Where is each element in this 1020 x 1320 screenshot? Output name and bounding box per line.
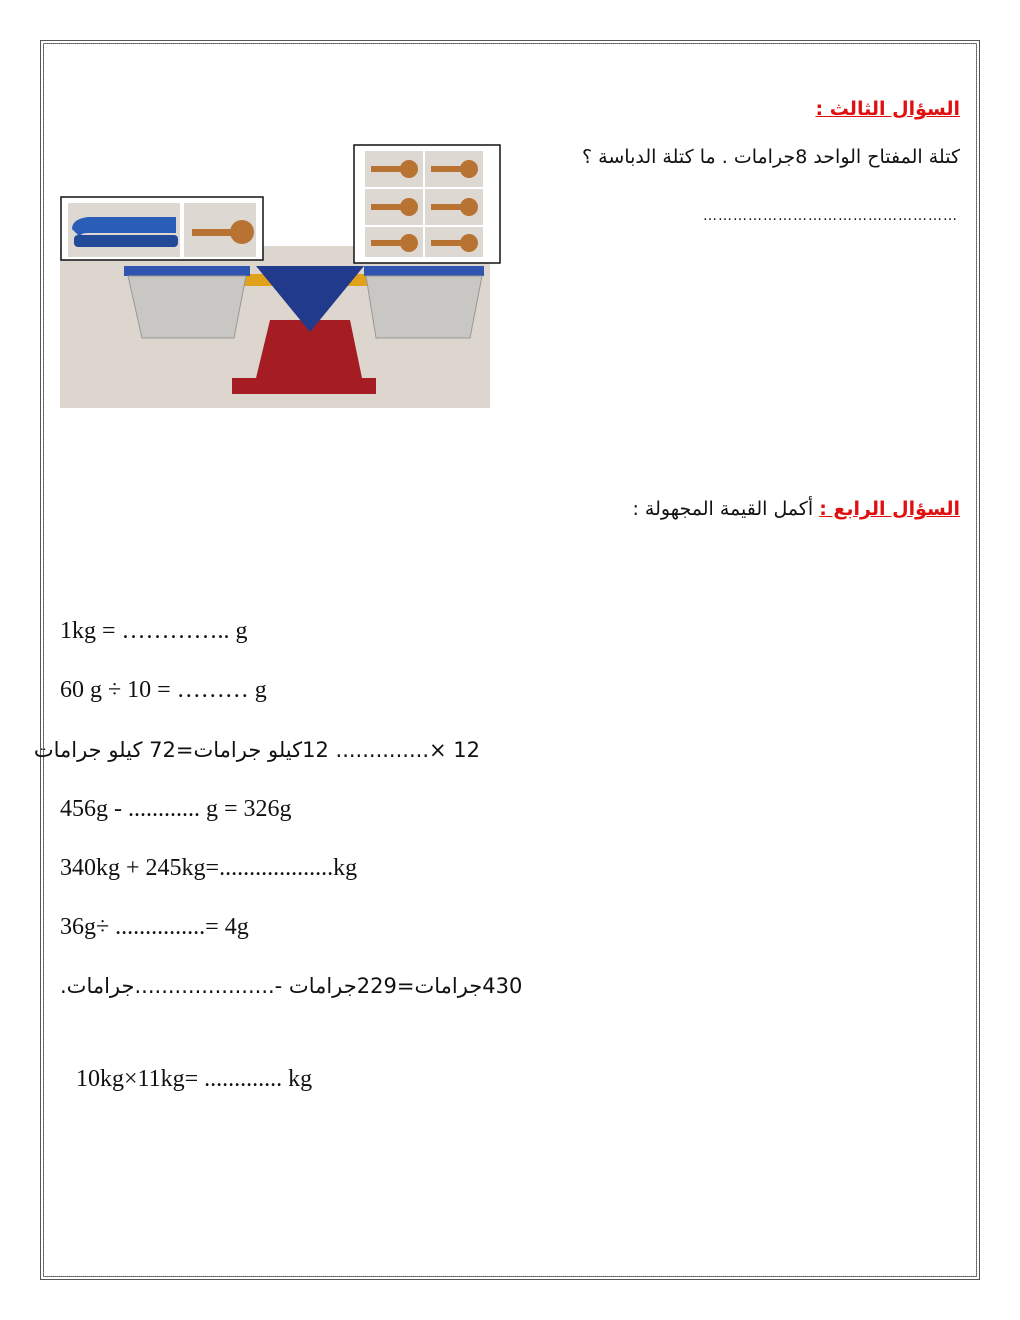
question-3-title: السؤال الثالث : xyxy=(815,98,960,120)
stapler-icon xyxy=(72,217,178,247)
equation-6: 36g÷ ...............= 4g xyxy=(60,914,249,940)
balance-scale-illustration xyxy=(58,142,504,410)
question-4-title: السؤال الرابع : xyxy=(819,498,960,520)
question-4 xyxy=(632,498,960,520)
equation-2: 60 g ÷ 10 = ……… g xyxy=(60,677,267,703)
equation-7: 430جرامات=229جرامات -.....................جرامات. xyxy=(60,974,523,998)
equation-1: 1kg = ………….. g xyxy=(60,618,248,644)
equation-3: 12 ×.............. 12كيلو جرامات=72 كيلو جرامات xyxy=(33,738,480,762)
equation-5: 340kg + 245kg=...................kg xyxy=(60,855,358,881)
question-3-text: كتلة المفتاح الواحد 8جرامات . ما كتلة الدباسة ؟ xyxy=(582,146,960,168)
equation-4: 456g - ............ g = 326g xyxy=(60,796,292,822)
equation-8: 10kg×11kg= ............. kg xyxy=(76,1066,313,1092)
answer-line: …………………………………………… xyxy=(703,208,958,224)
question-4-text: أكمل القيمة المجهولة : xyxy=(632,498,820,520)
